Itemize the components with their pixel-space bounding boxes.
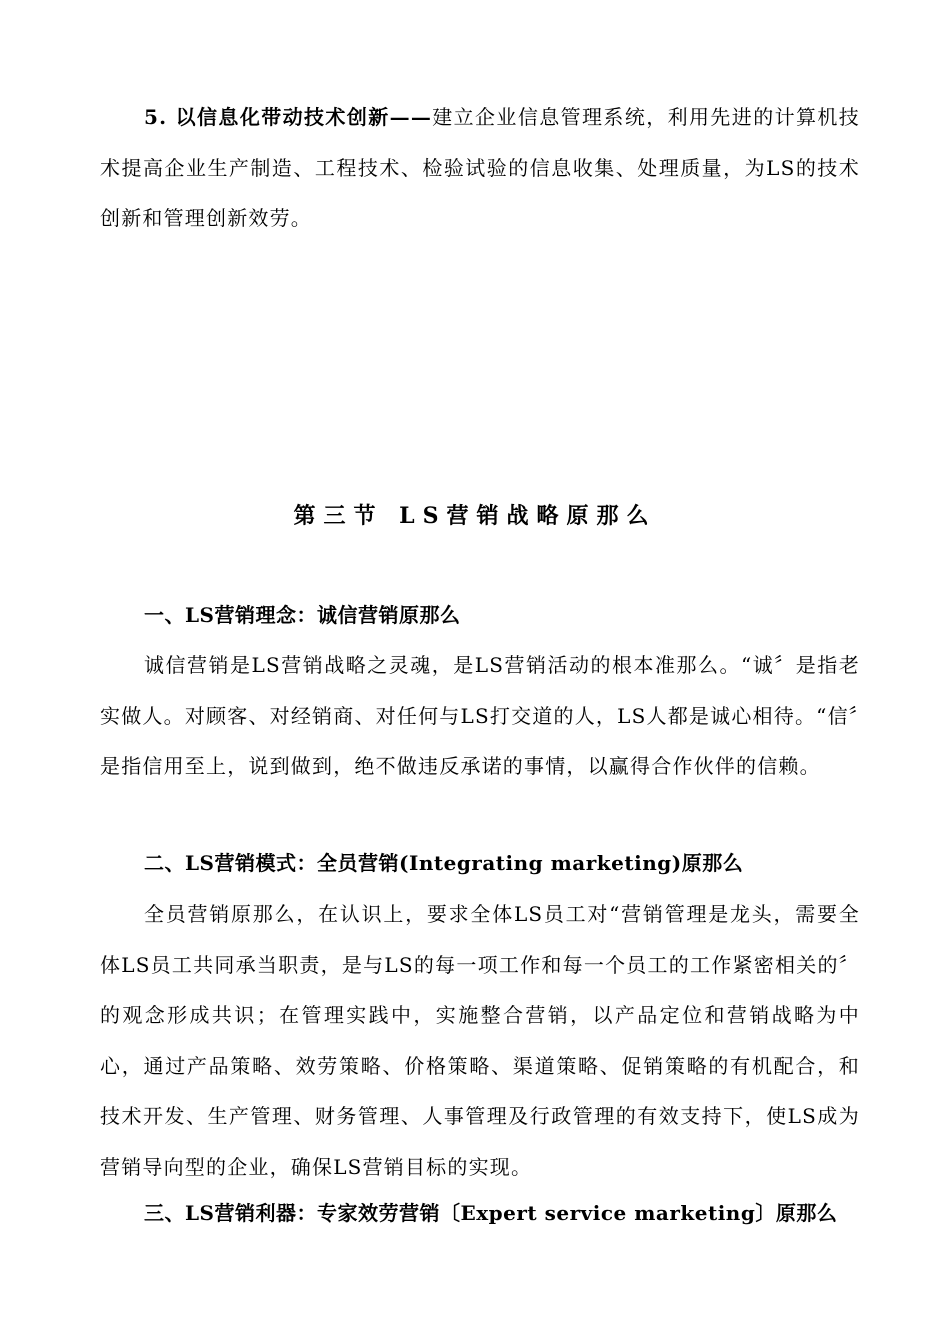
section-2-body: 全员营销原那么，在认识上，要求全体LS员工对“营销管理是龙头，需要全体LS员工共同承当职责，是与LS的每一项工作和每一个员工的工作紧密相关的〞的观念形成共识；在管理实践中，实施整合营销，以产品定位和营销战略为中心，通过产品策略、效劳策略、价格策略、渠道策略、促销策略的有机配合，和技术开发、生产管理、财务管理、人事管理及行政管理的有效支持下，使LS成为营销导向型的企业，确保LS营销目标的实现。 [100, 902, 860, 1179]
section-1-heading: 一、LS营销理念：诚信营销原那么 [144, 603, 461, 627]
section-title: 第三节 LS营销战略原那么 [293, 503, 657, 529]
item5-paragraph [100, 92, 860, 244]
section-2-heading: 二、LS营销模式：全员营销(Integrating marketing)原那么 [144, 851, 744, 875]
item5-lead: 5. 以信息化带动技术创新—— [144, 105, 433, 129]
item5-text: 建立企业信息管理系统，利用先进的计算机技术提高企业生产制造、工程技术、检验试验的信息收集、处理质量，为LS的技术创新和管理创新效劳。 [100, 105, 861, 230]
section-3-heading: 三、LS营销利器：专家效劳营销〔Expert service marketing〕原那么 [144, 1201, 838, 1225]
section-1-body: 诚信营销是LS营销战略之灵魂，是LS营销活动的根本准那么。“诚〞是指老实做人。对顾客、对经销商、对任何与LS打交道的人，LS人都是诚心相待。“信〞是指信用至上，说到做到，绝不做违反承诺的事情，以赢得合作伙伴的信赖。 [100, 653, 860, 778]
